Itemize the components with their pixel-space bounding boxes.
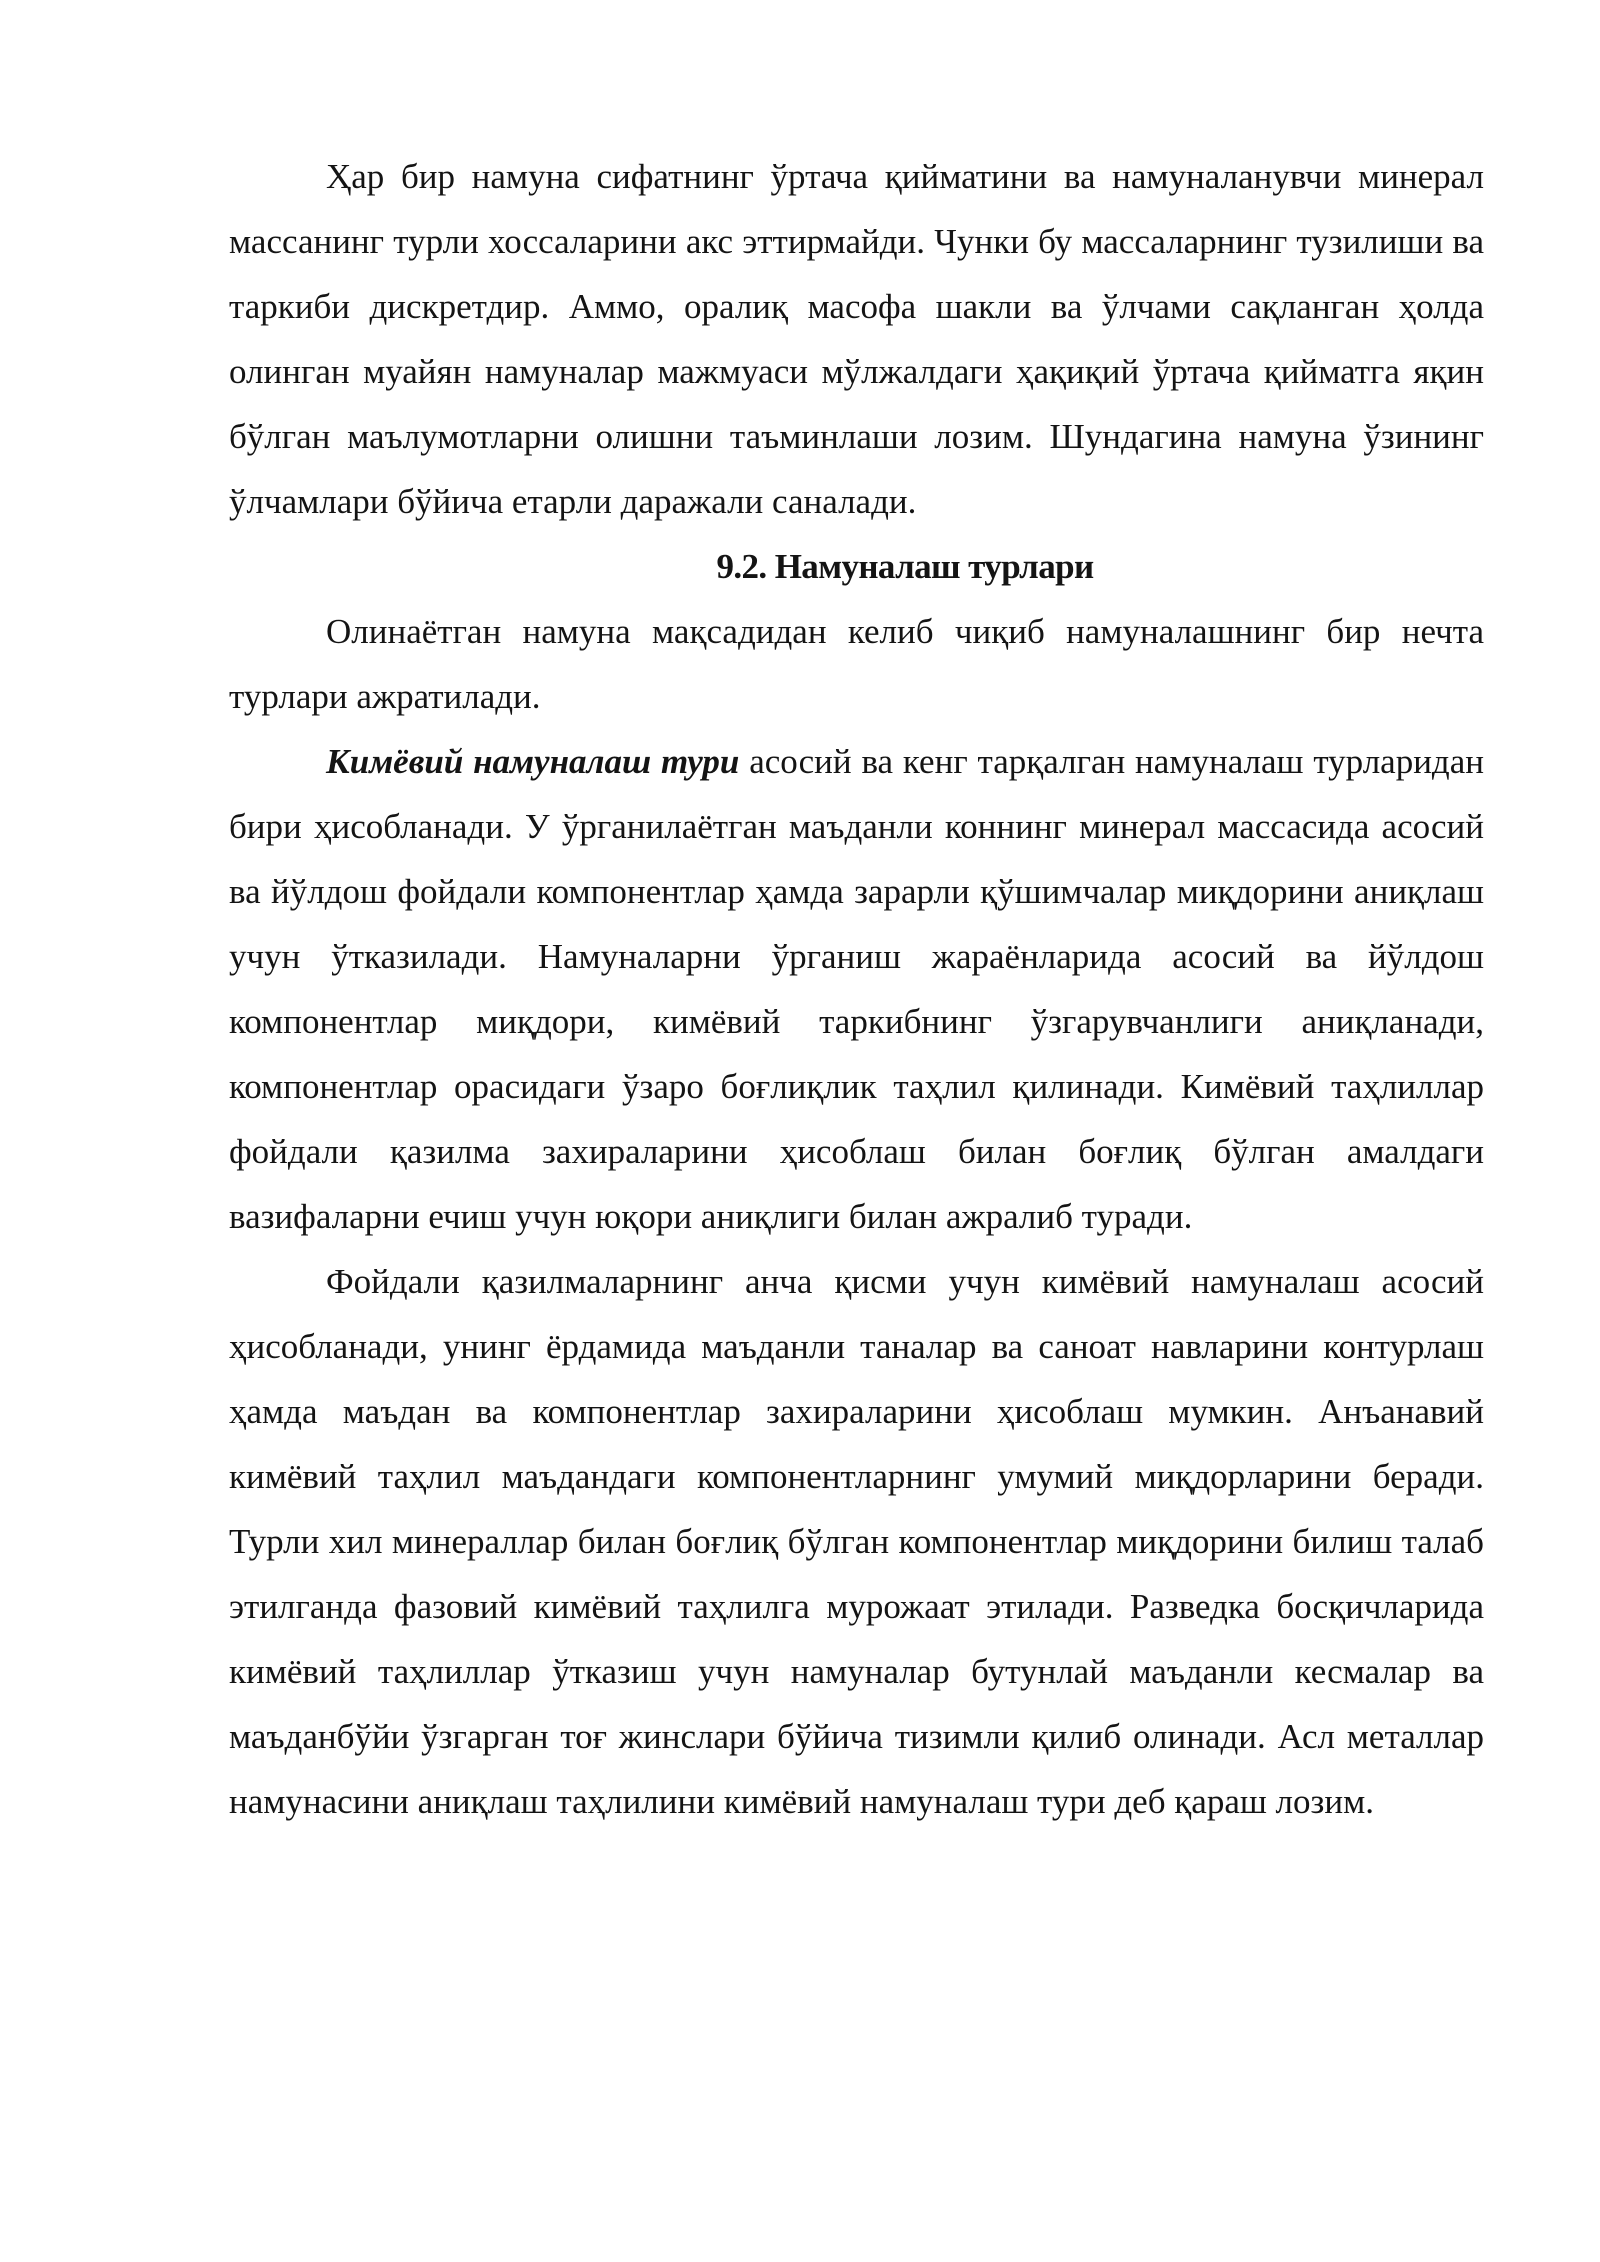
page-body	[229, 144, 1484, 1834]
paragraph-chemical-sampling-text: асосий ва кенг тарқалган намуналаш турларидан бири ҳисобланади. У ўрганилаётган маъданли коннинг минерал массасида асосий ва йўлдош фойдали компонентлар ҳамда зарарли қўшимчалар миқдорини аниқлаш учун ўтказилади. Намуналарни ўрганиш жараёнларида асосий ва йўлдош компонентлар миқдори, кимёвий таркибнинг ўзгарувчанлиги аниқланади, компонентлар орасидаги ўзаро боғлиқлик таҳлил қилинади. Кимёвий таҳлиллар фойдали қазилма захираларини ҳисоблаш билан боғлиқ бўлган амалдаги вазифаларни ечиш учун юқори аниқлиги билан ажралиб туради.	[229, 742, 1485, 1236]
paragraph-chemical-sampling-use: Фойдали қазилмаларнинг анча қисми учун кимёвий намуналаш асосий ҳисобланади, унинг ёрдамида маъданли таналар ва саноат навларини контурлаш ҳамда маъдан ва компонентлар захираларини ҳисоблаш мумкин. Анъанавий кимёвий таҳлил маъдандаги компонентларнинг умумий миқдорларини беради. Турли хил минераллар билан боғлиқ бўлган компонентлар миқдорини билиш талаб этилганда фазовий кимёвий таҳлилга мурожаат этилади. Разведка босқичларида кимёвий таҳлиллар ўтказиш учун намуналар бутунлай маъданли кесмалар ва маъданбўйи ўзгарган тоғ жинслари бўйича тизимли қилиб олинади. Асл металлар намунасини аниқлаш таҳлилини кимёвий намуналаш тури деб қараш лозим.	[229, 1262, 1484, 1821]
defined-term: Кимёвий намуналаш тури	[326, 742, 740, 781]
section-heading: 9.2. Намуналаш турлари	[716, 547, 1094, 586]
paragraph-sample-representativeness: Ҳар бир намуна сифатнинг ўртача қийматини ва намуналанувчи минерал массанинг турли хоссаларини акс эттирмайди. Чунки бу массаларнинг тузилиши ва таркиби дискретдир. Аммо, оралиқ масофа шакли ва ўлчами сақланган ҳолда олинган муайян намуналар мажмуаси мўлжалдаги ҳақиқий ўртача қийматга яқин бўлган маълумотларни олишни таъминлаши лозим. Шундагина намуна ўзининг ўлчамлари бўйича етарли даражали саналади.	[229, 157, 1484, 521]
paragraph-chemical-sampling	[229, 729, 1484, 1249]
paragraph-sampling-types-intro: Олинаётган намуна мақсадидан келиб чиқиб намуналашнинг бир нечта турлари ажратилади.	[229, 612, 1484, 716]
